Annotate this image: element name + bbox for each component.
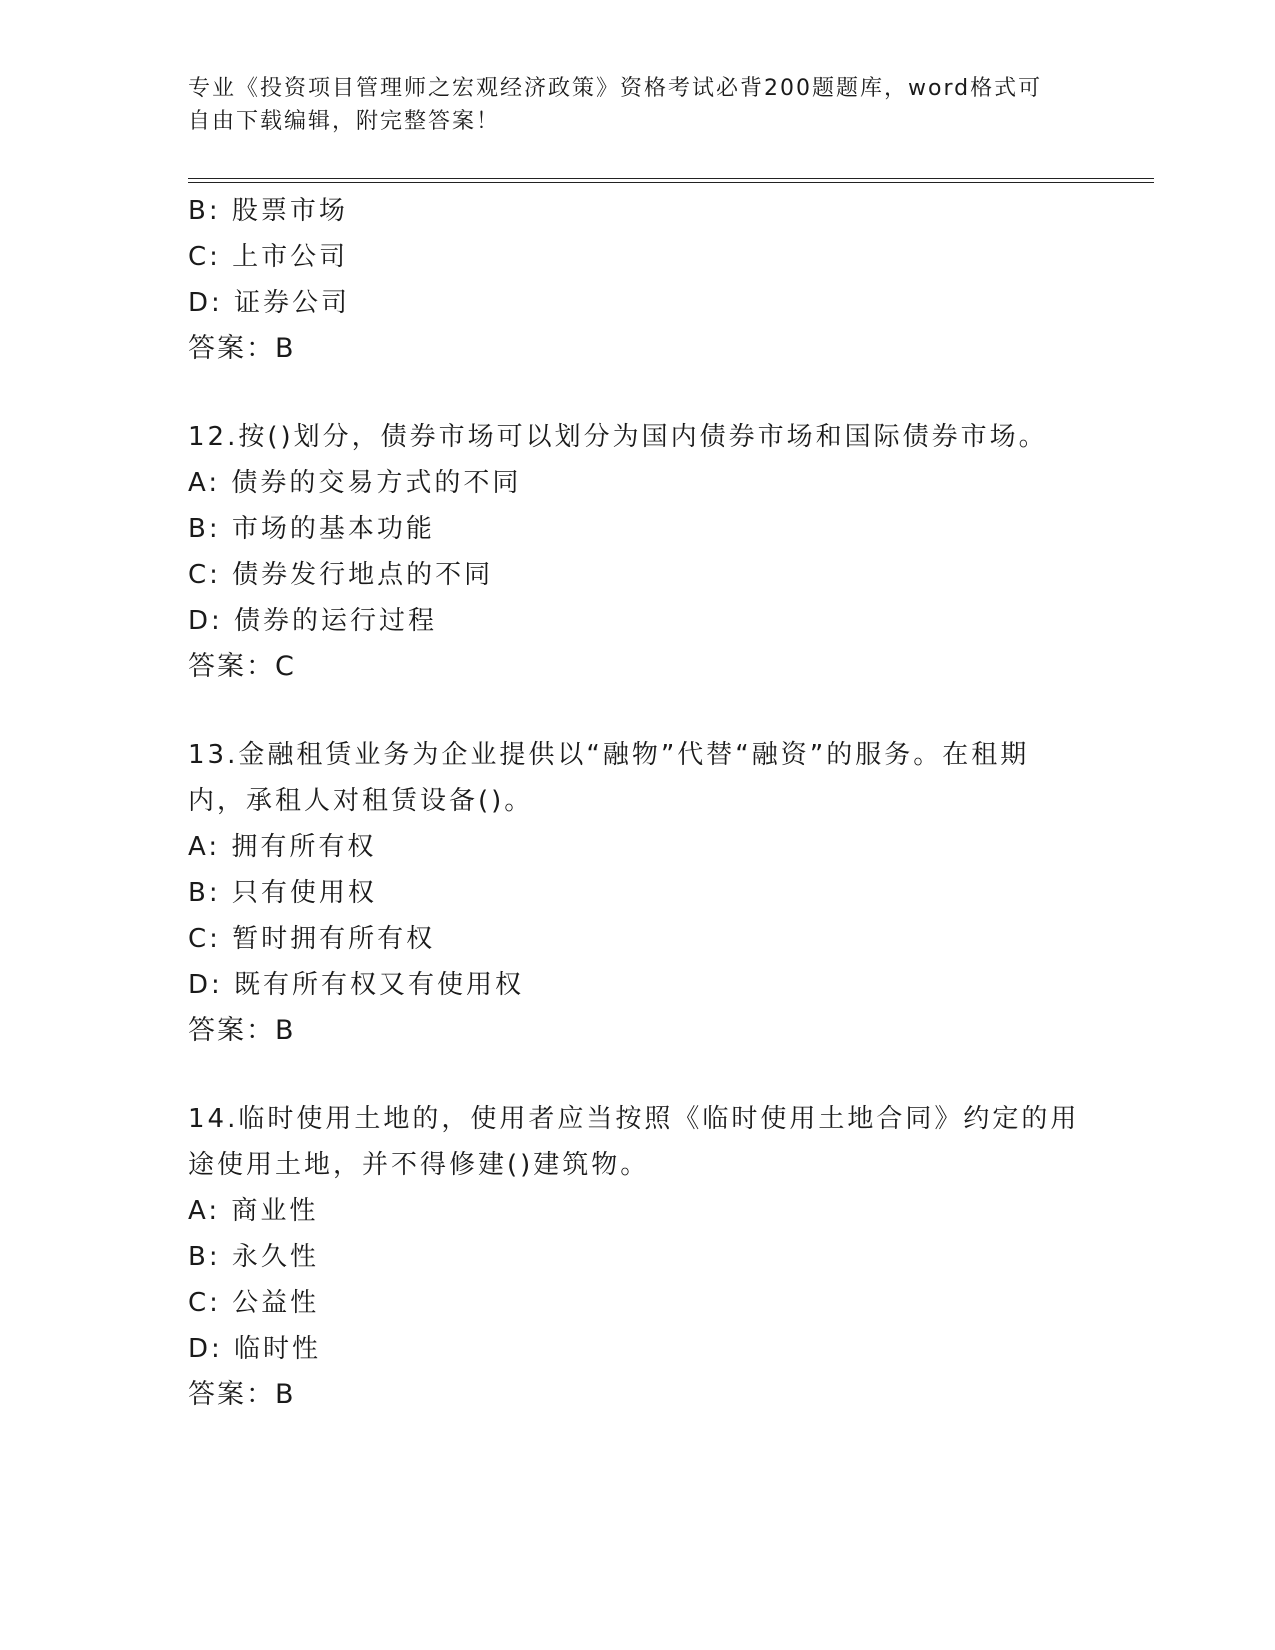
option-c: C: 暂时拥有所有权 [188, 924, 436, 954]
answer-line: 答案：B [188, 1379, 296, 1410]
question-text: 12.按()划分，债券市场可以划分为国内债券市场和国际债券市场。 [188, 422, 1048, 452]
question-13 [188, 732, 1088, 1054]
header-divider-top [188, 178, 1154, 179]
header-line-1: 专业《投资项目管理师之宏观经济政策》资格考试必背200题题库，word格式可 [188, 76, 1043, 101]
header-line-2: 自由下载编辑，附完整答案！ [188, 109, 501, 134]
answer-line: 答案：C [188, 651, 296, 682]
answer-line: 答案：B [188, 1015, 296, 1046]
spacer [188, 1054, 1088, 1096]
option-d: D: 证券公司 [188, 288, 351, 318]
question-text-line-2: 内，承租人对租赁设备()。 [188, 786, 534, 816]
option-d: D: 临时性 [188, 1334, 322, 1364]
option-b: B: 股票市场 [188, 196, 348, 226]
option-b: B: 只有使用权 [188, 878, 377, 908]
document-content [188, 188, 1088, 1418]
question-text-line-2: 途使用土地，并不得修建()建筑物。 [188, 1150, 650, 1180]
answer-line: 答案：B [188, 333, 296, 364]
spacer [188, 690, 1088, 732]
spacer [188, 372, 1088, 414]
prev-question-block [188, 188, 1088, 372]
option-b: B: 永久性 [188, 1242, 319, 1272]
question-12 [188, 414, 1088, 690]
question-text-line-1: 14.临时使用土地的，使用者应当按照《临时使用土地合同》约定的用 [188, 1104, 1080, 1134]
header-divider-bottom [188, 182, 1154, 183]
option-d: D: 债券的运行过程 [188, 606, 438, 636]
option-d: D: 既有所有权又有使用权 [188, 970, 525, 1000]
option-a: A: 商业性 [188, 1196, 319, 1226]
question-14 [188, 1096, 1088, 1418]
option-b: B: 市场的基本功能 [188, 514, 435, 544]
option-a: A: 债券的交易方式的不同 [188, 468, 522, 498]
option-c: C: 债券发行地点的不同 [188, 560, 494, 590]
question-text-line-1: 13.金融租赁业务为企业提供以“融物”代替“融资”的服务。在租期 [188, 740, 1030, 770]
option-c: C: 公益性 [188, 1288, 320, 1318]
document-header [188, 72, 1068, 138]
option-a: A: 拥有所有权 [188, 832, 377, 862]
option-c: C: 上市公司 [188, 242, 349, 272]
